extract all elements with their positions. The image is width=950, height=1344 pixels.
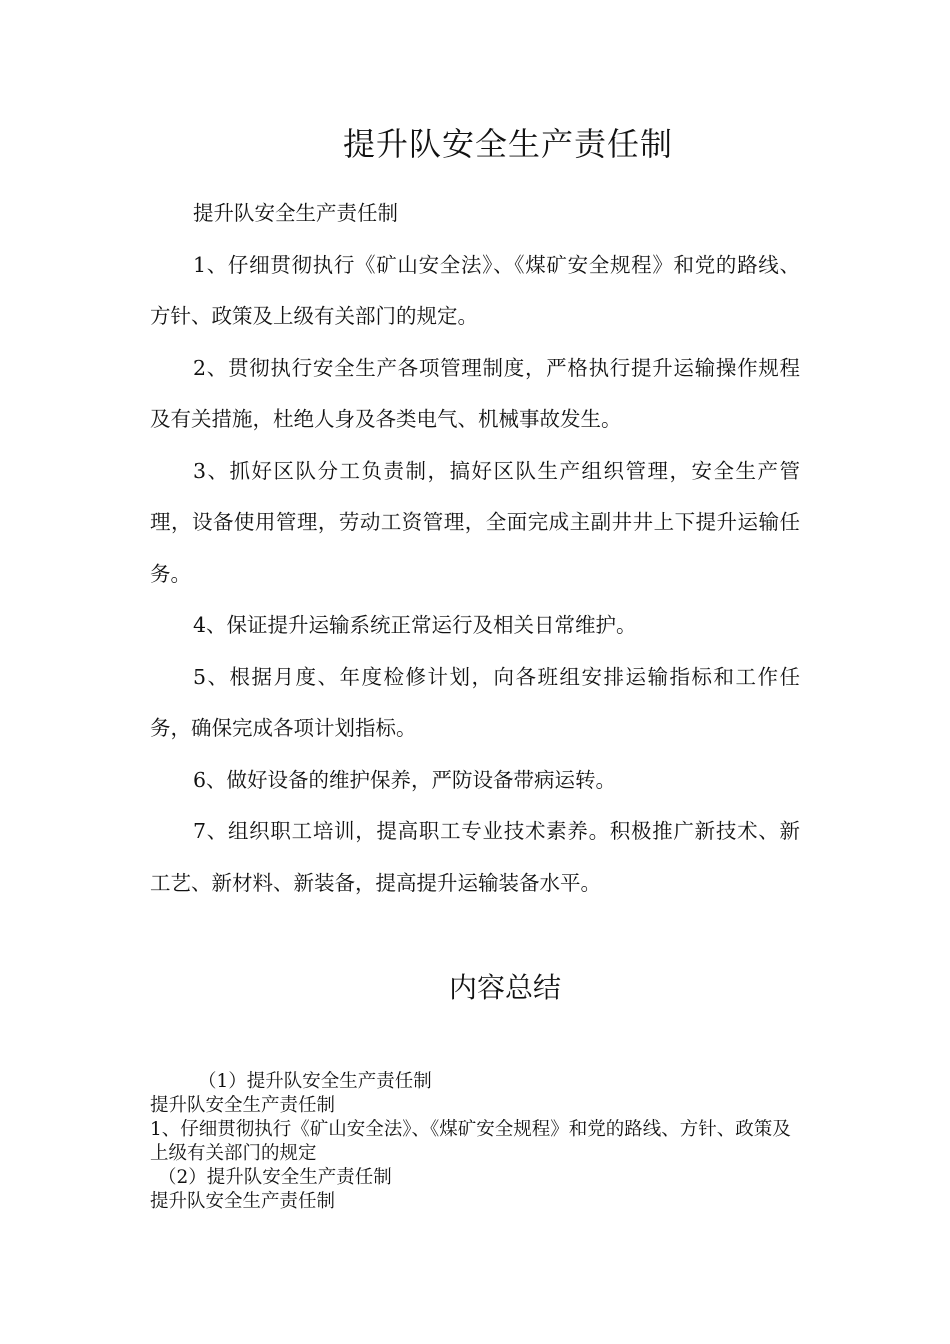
summary-line: 提升队安全生产责任制	[150, 1191, 336, 1212]
paragraph-item-1: 1、仔细贯彻执行《矿山安全法》、《煤矿安全规程》和党的路线、方针、政策及上级有关部门的规定。	[150, 252, 800, 328]
summary-heading-2: （2）提升队安全生产责任制	[158, 1167, 392, 1188]
summary-section	[150, 1070, 795, 1214]
document-body	[150, 188, 800, 909]
paragraph-item-5: 5、根据月度、年度检修计划，向各班组安排运输指标和工作任务，确保完成各项计划指标。	[150, 664, 800, 740]
paragraph-subtitle: 提升队安全生产责任制	[193, 201, 398, 225]
paragraph-item-3: 3、抓好区队分工负责制，搞好区队生产组织管理，安全生产管理，设备使用管理，劳动工资管理，全面完成主副井井上下提升运输任务。	[150, 458, 800, 586]
paragraph-item-6: 6、做好设备的维护保养，严防设备带病运转。	[193, 767, 617, 792]
paragraph-item-2: 2、贯彻执行安全生产各项管理制度，严格执行提升运输操作规程及有关措施，杜绝人身及各类电气、机械事故发生。	[150, 355, 800, 431]
paragraph-item-4: 4、保证提升运输系统正常运行及相关日常维护。	[193, 613, 637, 637]
paragraph-item-7: 7、组织职工培训，提高职工专业技术素养。积极推广新技术、新工艺、新材料、新装备，提高提升运输装备水平。	[150, 819, 800, 895]
document-title: 提升队安全生产责任制	[342, 125, 673, 163]
summary-heading-1: （1）提升队安全生产责任制	[198, 1071, 432, 1092]
summary-title: 内容总结	[448, 971, 561, 1004]
summary-line: 1、仔细贯彻执行《矿山安全法》、《煤矿安全规程》和党的路线、方针、政策及上级有关部门的规定	[150, 1119, 791, 1164]
summary-line: 提升队安全生产责任制	[150, 1095, 336, 1116]
